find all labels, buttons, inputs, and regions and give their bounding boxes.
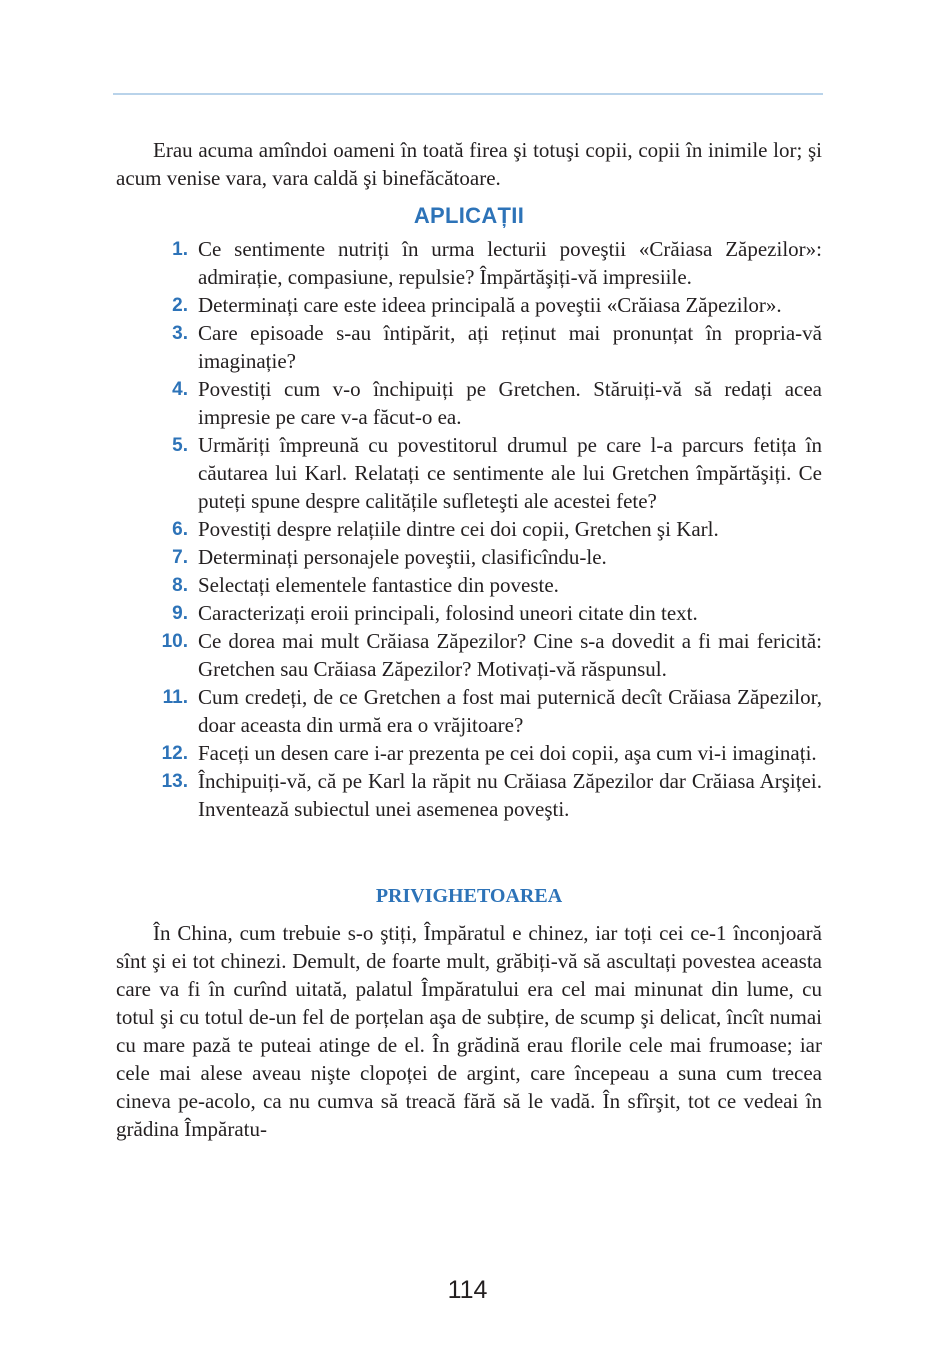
item-text: Selectați elementele fantastice din poveste. (198, 573, 559, 597)
applications-list (116, 235, 822, 823)
list-item (116, 515, 822, 543)
item-number: 4. (172, 379, 188, 400)
item-text: Faceți un desen care i-ar prezenta pe cei doi copii, aşa cum vi-i imaginați. (198, 741, 817, 765)
item-text: Ce sentimente nutriți în urma lecturii poveştii «Crăiasa Zăpezilor»: admirație, compasiune, repulsie? Împărtăşiți-vă impresiile. (198, 237, 822, 289)
intro-paragraph: Erau acuma amîndoi oameni în toată firea şi totuşi copii, copii în inimile lor; şi acum venise vara, vara caldă şi binefăcătoare. (116, 138, 822, 190)
applications-heading: APLICAȚII (413, 203, 525, 228)
item-number: 11. (162, 687, 188, 708)
item-text: Caracterizați eroii principali, folosind uneori citate din text. (198, 601, 698, 625)
list-item (116, 599, 822, 627)
page-content (116, 136, 822, 1143)
list-item (116, 543, 822, 571)
item-text: Povestiți despre relațiile dintre cei doi copii, Gretchen şi Karl. (198, 517, 719, 541)
item-number: 2. (172, 295, 188, 316)
list-item (116, 291, 822, 319)
story-title: PRIVIGHETOAREA (375, 885, 563, 907)
item-text: Ce dorea mai mult Crăiasa Zăpezilor? Cine s-a dovedit a fi mai fericită: Gretchen sau Crăiasa Zăpezilor? Motivați-vă răspunsul. (198, 629, 822, 681)
top-rule (113, 93, 823, 95)
item-text: Povestiți cum v-o închipuiți pe Gretchen. Stăruiți-vă să redați acea impresie pe care v-a făcut-o ea. (198, 377, 822, 429)
item-number: 13. (161, 771, 188, 792)
list-item (116, 319, 822, 375)
item-text: Care episoade s-au întipărit, ați reținut mai pronunțat în propria-vă imaginație? (198, 321, 822, 373)
list-item (116, 431, 822, 515)
item-number: 5. (172, 435, 188, 456)
item-number: 9. (172, 603, 188, 624)
item-number: 3. (172, 323, 188, 344)
list-item (116, 235, 822, 291)
item-number: 7. (172, 547, 188, 568)
list-item (116, 767, 822, 823)
item-number: 10. (161, 631, 188, 652)
list-item (116, 683, 822, 739)
item-number: 12. (161, 743, 188, 764)
list-item (116, 739, 822, 767)
page-number: 114 (447, 1276, 488, 1304)
item-number: 8. (172, 575, 188, 596)
list-item (116, 571, 822, 599)
list-item (116, 375, 822, 431)
item-number: 1. (172, 239, 188, 260)
item-number: 6. (172, 519, 188, 540)
item-text: Determinați personajele poveştii, clasificîndu-le. (198, 545, 607, 569)
item-text: Închipuiți-vă, că pe Karl la răpit nu Crăiasa Zăpezilor dar Crăiasa Arşiței. Inventează subiectul unei asemenea poveşti. (198, 769, 822, 821)
item-text: Urmăriți împreună cu povestitorul drumul pe care l-a parcurs fetița în căutarea lui Karl. Relatați ce sentimente ale lui Gretchen împărtăşiți. Ce puteți spune despre calitățile sufleteşti ale acestei fete? (198, 433, 822, 513)
item-text: Determinați care este ideea principală a poveştii «Crăiasa Zăpezilor». (198, 293, 782, 317)
item-text: Cum credeți, de ce Gretchen a fost mai puternică decît Crăiasa Zăpezilor, doar aceasta din urmă era o vrăjitoare? (198, 685, 822, 737)
list-item (116, 627, 822, 683)
story-paragraph: În China, cum trebuie s-o ştiți, Împăratul e chinez, iar toți cei ce-1 înconjoară sînt şi ei tot chinezi. Demult, de foarte mult, grăbiți-vă să ascultați povestea aceasta care va fi în curînd uitată, palatul Împăratului era cel mai minunat din lume, cu totul şi cu totul de-un fel de porțelan aşa de subțire, de scump şi delicat, încît numai cu mare pază te puteai atinge de el. În grădină erau florile cele mai frumoase; iar cele mai alese aveau nişte clopoței de argint, care începeau a suna cum trecea cineva pe-acolo, ca nu cumva să treacă fără să le vadă. În sfîrşit, tot ce vedeai în grădina Împăratu- (116, 921, 822, 1141)
